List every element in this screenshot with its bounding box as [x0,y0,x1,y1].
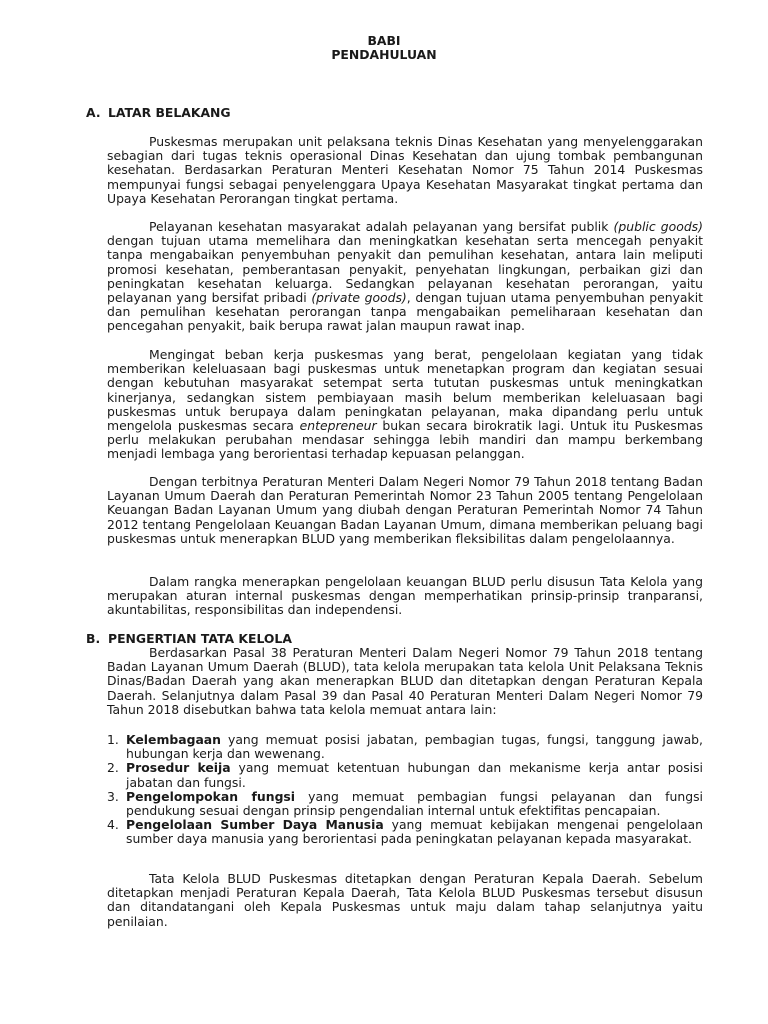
section-a-heading [86,106,231,120]
section-b-title: PENGERTIAN TATA KELOLA [108,631,292,646]
chapter-title: BABI [367,33,401,48]
list-item-desc: yang memuat pembagian fungsi pelayanan dan fungsi pendukung sesuai dengan prinsip pengendalian internal untuk efektifitas pencapaian. [126,788,703,819]
chapter-subtitle: PENDAHULUAN [331,47,437,62]
list-item [107,790,703,818]
p2-italic-public-goods: (public goods) [613,219,703,234]
list-item-desc: yang memuat ketentuan hubungan dan mekanisme kerja antar posisi jabatan dan fungsi. [126,760,703,790]
tata-kelola-list [107,733,703,847]
section-a-number: A. [86,105,101,120]
section-a-paragraph-4: Dengan terbitnya Peraturan Menteri Dalam Negeri Nomor 79 Tahun 2018 tentang Badan Layanan Umum Daerah dan Peraturan Pemerintah Nomor 23 Tahun 2005 tentang Pengelolaan Keuangan Badan Layanan Umum yang diubah dengan Peraturan Pemerintah Nomor 74 Tahun 2012 tentang Pengelolaan Keuangan Badan Layanan Umum, dimana memberikan peluang bagi puskesmas untuk menerapkan BLUD yang memberikan fleksibilitas dalam pengelolaannya. [107,474,703,546]
section-b-number: B. [86,631,101,646]
section-a-paragraph-2 [107,220,703,334]
list-item [107,733,703,761]
section-b-paragraph-2: Tata Kelola BLUD Puskesmas ditetapkan dengan Peraturan Kepala Daerah. Sebelum ditetapkan menjadi Peraturan Kepala Daerah, Tata Kelola BLUD Puskesmas tersebut disusun dan ditandatangani oleh Kepala Puskesmas untuk maju dalam tahap selanjutnya yaitu penilaian. [107,871,703,929]
list-item [107,818,703,846]
list-item-term: Kelembagaan [126,732,221,747]
list-marker: 1. [107,732,119,747]
list-item-desc: yang memuat posisi jabatan, pembagian tugas, fungsi, tanggung jawab, hubungan kerja dan wewenang. [126,732,703,762]
list-item-term: Pengelompokan fungsi [126,788,296,804]
section-b-paragraph-1: Berdasarkan Pasal 38 Peraturan Menteri Dalam Negeri Nomor 79 Tahun 2018 tentang Badan Layanan Umum Daerah (BLUD), tata kelola merupakan tata kelola Unit Pelaksana Teknis Dinas/Badan Daerah yang akan menerapkan BLUD dan ditetapkan dengan Peraturan Kepala Daerah. Selanjutnya dalam Pasal 39 dan Pasal 40 Peraturan Menteri Dalam Negeri Nomor 79 Tahun 2018 disebutkan bahwa tata kelola memuat antara lain: [107,645,703,717]
list-marker: 4. [107,817,119,833]
p3-italic-entepreneur: entepreneur [299,418,377,434]
p3-text-1: Mengingat beban kerja puskesmas yang berat, pengelolaan kegiatan yang tidak memberikan keleluasaan bagi puskesmas untuk menetapkan program dan kegiatan sesuai dengan kebutuhan masyarakat setempat serta tututan puskesmas untuk meningkatkan kinerjanya, sedangkan sistem pembiayaan masih belum memberikan keleluasaan bagi puskesmas untuk berupaya dalam peningkatan pelayanan, maka dipandang perlu untuk mengelola puskesmas secara [107,347,703,434]
list-item-desc: yang memuat kebijakan mengenai pengelolaan sumber daya manusia yang berorientasi pada peningkatan pelayanan kepada masyarakat. [126,817,703,847]
p2-text-3: , dengan tujuan utama penyembuhan penyakit dan pemulihan kesehatan perorangan tanpa mengabaikan pemeliharaan kesehatan dan pencegahan penyakit, baik berupa rawat jalan maupun rawat inap. [107,290,704,334]
list-item-term: Pengelolaan Sumber Daya Manusia [126,817,384,833]
list-marker: 2. [107,760,119,776]
p2-text-2: dengan tujuan utama memelihara dan meningkatkan kesehatan serta mencegah penyakit tanpa mengabaikan penyembuhan penyakit dan pemulihan kesehatan, antara lain meliputi promosi kesehatan, pemberantasan penyakit, penyehatan lingkungan, perbaikan gizi dan peningkatan kesehatan keluarga. Sedangkan pelayanan kesehatan perorangan, yaitu pelayanan yang bersifat pribadi [107,233,703,306]
list-marker: 3. [107,788,119,804]
p2-italic-private-goods: (private goods) [311,290,407,306]
list-item-term: Prosedur keija [126,760,231,776]
section-a-title: LATAR BELAKANG [108,105,231,120]
p2-text-1: Pelayanan kesehatan masyarakat adalah pelayanan yang bersifat publik [149,219,614,234]
section-a-paragraph-3 [107,348,703,462]
list-item [107,761,703,789]
p3-text-2: bukan secara birokratik lagi. Untuk itu Puskesmas perlu melakukan perubahan mendasar sehingga lebih mandiri dan mampu berkembang menjadi lembaga yang berorientasi terhadap kepuasan pelanggan. [107,418,703,462]
section-a-paragraph-1: Puskesmas merupakan unit pelaksana teknis Dinas Kesehatan yang menyelenggarakan sebagian dari tugas teknis operasional Dinas Kesehatan dan ujung tombak pembangunan kesehatan. Berdasarkan Peraturan Menteri Kesehatan Nomor 75 Tahun 2014 Puskesmas mempunyai fungsi sebagai penyelenggara Upaya Kesehatan Masyarakat tingkat pertama dan Upaya Kesehatan Perorangan tingkat pertama. [107,134,703,206]
section-a-paragraph-5: Dalam rangka menerapkan pengelolaan keuangan BLUD perlu disusun Tata Kelola yang merupakan aturan internal puskesmas dengan memperhatikan prinsip-prinsip tranparansi, akuntabilitas, responsibilitas dan independensi. [107,574,703,618]
